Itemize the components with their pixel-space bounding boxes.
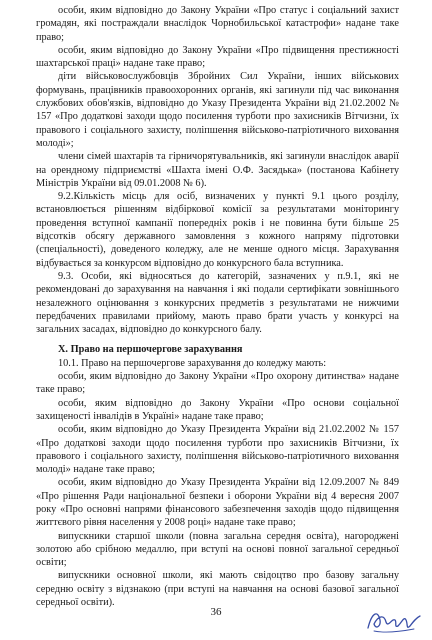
paragraph: діти військовослужбовців Збройних Сил України, інших військових формувань, працівників правоохоронних органів, які загинули під час виконання службових обов'язків, відповідно до Указу Президента України від 21.02.2002 № 157 «Про додаткові заходи щодо посилення турботи про захисників Вітчизни, їх правового і соціального захисту, поліпшення військово-патріотичного виховання молоді»; <box>36 71 399 149</box>
section-paragraph: випускники основної школи, які мають свідоцтво про базову загальну середню освіту з відзнакою (при вступі на навчання на основі базової загальної середньої освіти). <box>36 570 399 609</box>
paragraph: особи, яким відповідно до Закону України «Про статус і соціальний захист громадян, які постраждали внаслідок Чорнобильської катастрофи» надане таке право; <box>36 5 399 43</box>
section-paragraph: 10.1. Право на першочергове зарахування до коледжу мають: <box>58 357 327 369</box>
paragraph: особи, яким відповідно до Закону України «Про підвищення престижності шахтарської праці» надане таке право; <box>36 44 399 70</box>
signature-icon <box>364 606 424 636</box>
paragraph: 9.2.Кількість місць для осіб, визначених у пункті 9.1 цього розділу, встановлюється рішенням відбіркової комісії за результатами моніторингу проведення вступної кампанії попередніх років і не повинна бути більше 25 відсотків обсягу державного замовлення з кожного напряму підготовки (спеціальності), доведеного коледжу, але не менше одного місця. Зарахування відбувається за конкурсом відповідно до конкурсного бала вступника. <box>36 191 399 269</box>
section-paragraph: особи, яким відповідно до Закону України «Про основи соціальної захищеності інвалідів в Україні» надане таке право; <box>36 397 399 422</box>
paragraph: члени сімей шахтарів та гірничорятувальників, які загинули внаслідок аварії на орендному підприємстві «Шахта імені О.Ф. Засядька» (постанова Кабінету Міністрів України від 09.01.2008 № 6). <box>36 151 399 189</box>
section-paragraph: особи, яким відповідно до Указу Президента України від 12.09.2007 № 849 «Про рішення Ради національної безпеки і оборони України від 4 вересня 2007 року «Про основні напрями фінансового забезпечення заходів щодо підвищення життєвого рівня населення у 2008 році» надане таке право; <box>36 477 399 529</box>
section-paragraph: випускники старшої школи (повна загальна середня освіта), нагороджені золотою або срібною медаллю, при вступі на основі повної загальної середньої освіти; <box>36 530 399 569</box>
section-paragraph: особи, яким відповідно до Указу Президента України від 21.02.2002 № 157 «Про додаткові заходи щодо посилення турботи про захисників Вітчизни, їх правового і соціального захисту, поліпшення військово-патріотичного виховання молоді» надане таке право; <box>36 424 399 476</box>
page-number: 36 <box>210 606 222 618</box>
section-title: X. Право на першочергове зарахування <box>58 344 243 356</box>
section-paragraph: особи, яким відповідно до Закону України «Про охорону дитинства» надане таке право; <box>36 371 399 396</box>
paragraph: 9.3. Особи, які відносяться до категорій, зазначених у п.9.1, які не рекомендовані до зарахування на навчання і які подали сертифікати зовнішнього незалежного оцінювання з конкурсних предметів з результатами не нижчими передбачених правилами прийому, мають право брати участь у конкурсі на загальних засадах, відповідно до конкурсного балу. <box>36 270 399 336</box>
